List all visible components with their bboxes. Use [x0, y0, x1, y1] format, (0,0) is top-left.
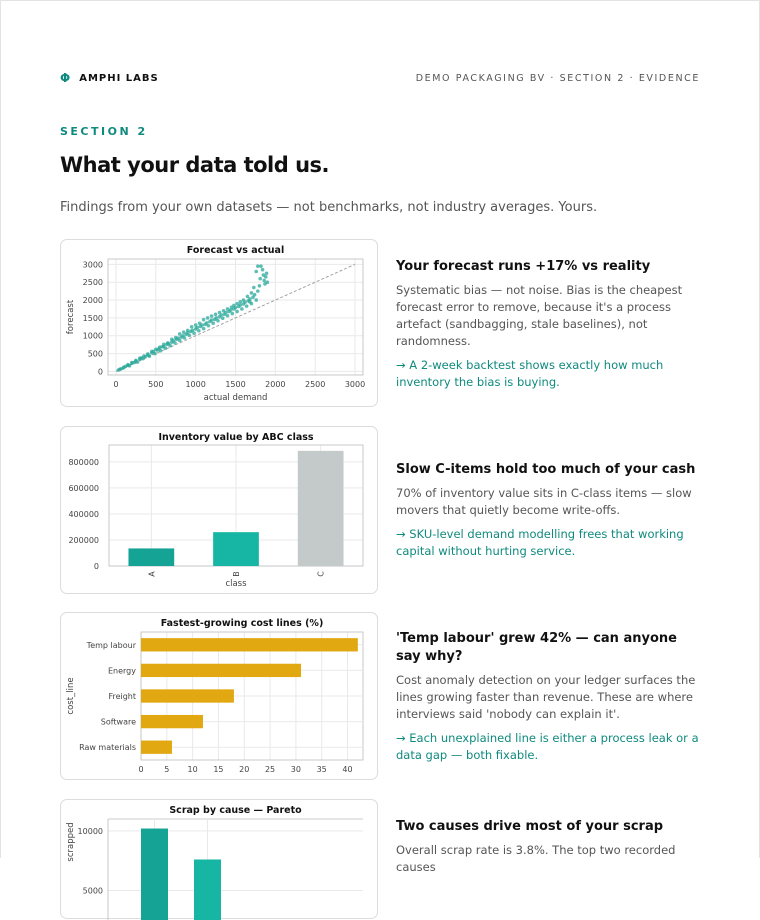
y-tick-label: Raw materials	[79, 743, 136, 753]
x-tick-label: A	[147, 571, 157, 577]
scatter-point	[258, 277, 262, 281]
chart-card-forecast	[60, 239, 378, 407]
scatter-point	[168, 344, 172, 348]
x-tick-label: 35	[316, 765, 327, 774]
scatter-point	[166, 341, 170, 345]
scatter-point	[178, 332, 182, 336]
scatter-point	[126, 363, 130, 367]
scatter-point	[250, 291, 254, 295]
chart-card-scrap	[60, 799, 378, 919]
scatter-point	[202, 327, 206, 331]
scatter-point	[162, 343, 166, 347]
scatter-point	[252, 286, 256, 290]
page-title: What your data told us.	[60, 153, 330, 177]
scatter-point	[146, 352, 150, 356]
y-tick-label: 10000	[77, 826, 103, 836]
scatter-point	[174, 336, 178, 340]
scatter-point	[211, 321, 215, 325]
x-tick-label: 15	[213, 765, 224, 774]
scatter-point	[261, 268, 265, 272]
scatter-point	[245, 304, 249, 308]
scatter-point	[178, 339, 182, 343]
scatter-point	[258, 284, 262, 288]
phi-logo-icon: Φ	[60, 71, 71, 85]
y-tick-label: 5000	[82, 886, 103, 896]
x-tick-label: C	[316, 571, 326, 577]
bar	[141, 715, 203, 728]
x-tick-label: 0	[138, 765, 144, 774]
scatter-point	[256, 264, 260, 268]
bar	[141, 664, 301, 677]
scatter-point	[187, 334, 191, 338]
y-tick-label: 3000	[82, 260, 103, 270]
finding-title: Two causes drive most of your scrap	[396, 819, 664, 834]
scatter-point	[222, 309, 226, 313]
y-axis-label: scrapped	[66, 822, 76, 862]
finding-title: Slow C-items hold too much of your cash	[396, 462, 696, 477]
chart-card-cost-lines	[60, 612, 378, 780]
scatter-point	[254, 298, 258, 302]
scatter-point	[265, 271, 269, 275]
y-tick-label: 2500	[82, 278, 103, 288]
bar	[141, 638, 358, 651]
scatter-point	[214, 313, 218, 317]
y-tick-label: 0	[93, 562, 99, 571]
scatter-point	[207, 324, 211, 328]
bar	[141, 689, 234, 702]
x-tick-label: 5	[164, 765, 170, 774]
y-tick-label: 800000	[68, 457, 99, 467]
y-tick-label: Temp labour	[86, 640, 136, 650]
finding-forecast	[396, 258, 706, 391]
scatter-point	[134, 359, 138, 363]
y-axis-label: cost_line	[66, 677, 76, 715]
bar	[194, 859, 221, 920]
x-tick-label: 25	[264, 765, 276, 774]
bar	[141, 829, 168, 920]
scatter-point	[138, 356, 142, 360]
x-tick-label: 1000	[185, 380, 206, 389]
scatter-point	[210, 314, 214, 318]
page-header	[60, 71, 700, 85]
scatter-point	[218, 311, 222, 315]
scatter-point	[206, 316, 210, 320]
scatter-point	[158, 345, 162, 349]
y-tick-label: 1000	[82, 331, 103, 341]
scatter-point	[221, 316, 225, 320]
inventory-abc-chart	[61, 427, 379, 595]
scatter-point	[264, 275, 268, 279]
finding-cost-lines	[396, 630, 706, 764]
finding-cta: → Each unexplained line is either a process leak or a data gap — both fixable.	[396, 731, 699, 762]
x-tick-label: 0	[113, 380, 119, 389]
chart-card-abc	[60, 426, 378, 594]
scatter-point	[159, 349, 163, 353]
scatter-point	[190, 325, 194, 329]
x-tick-label: 500	[148, 380, 164, 389]
scatter-point	[242, 298, 246, 302]
finding-abc	[396, 461, 706, 560]
scrap-pareto-chart	[61, 800, 379, 920]
scatter-point	[266, 280, 270, 284]
scatter-point	[183, 336, 187, 340]
scatter-point	[238, 300, 242, 304]
scatter-point	[262, 279, 266, 283]
brand-name: AMPHI LABS	[79, 72, 159, 84]
scatter-point	[226, 307, 230, 311]
bar	[298, 451, 344, 566]
y-tick-label: 500	[87, 349, 103, 359]
scatter-point	[246, 295, 250, 299]
y-tick-label: 2000	[82, 296, 103, 306]
scatter-point	[226, 314, 230, 318]
brand	[60, 71, 159, 85]
finding-body: 70% of inventory value sits in C-class items — slow movers that quietly become write-offs.	[396, 486, 692, 517]
bar	[128, 548, 174, 566]
bar	[213, 532, 259, 566]
finding-title: Your forecast runs +17% vs reality	[396, 259, 651, 274]
finding-cta: → A 2-week backtest shows exactly how much inventory the bias is buying.	[396, 358, 664, 389]
finding-cta: → SKU-level demand modelling frees that working capital without hurting service.	[396, 527, 684, 558]
scatter-point	[142, 354, 146, 358]
x-tick-label: B	[232, 571, 241, 577]
scatter-point	[186, 329, 190, 333]
scatter-point	[170, 338, 174, 342]
scatter-point	[150, 350, 154, 354]
x-tick-label: 2500	[305, 380, 326, 389]
page-subtitle: Findings from your own datasets — not benchmarks, not industry averages. Yours.	[60, 200, 598, 215]
finding-body: Cost anomaly detection on your ledger surfaces the lines growing faster than revenue. These are where interviews said 'nobody can explain it'.	[396, 673, 696, 721]
scatter-point	[231, 312, 235, 316]
y-tick-label: 0	[97, 367, 103, 377]
y-tick-label: Freight	[108, 692, 136, 701]
x-tick-label: 3000	[344, 380, 366, 389]
scatter-point	[154, 348, 158, 352]
y-tick-label: 200000	[68, 535, 99, 545]
scatter-point	[230, 305, 234, 309]
y-tick-label: 400000	[68, 509, 99, 519]
y-tick-label: Energy	[107, 666, 136, 676]
scatter-point	[194, 323, 198, 327]
scatter-point	[130, 361, 134, 365]
x-tick-label: 2000	[265, 380, 286, 389]
x-tick-label: 30	[290, 765, 301, 774]
forecast-vs-actual-chart	[61, 240, 379, 408]
scatter-point	[253, 293, 257, 297]
finding-body: Systematic bias — not noise. Bias is the cheapest forecast error to remove, because it's a process artefact (sandbagging, stale baselines), not randomness.	[396, 283, 683, 348]
scatter-point	[192, 331, 196, 335]
scatter-point	[164, 346, 168, 350]
scatter-point	[238, 303, 242, 307]
scatter-point	[256, 289, 260, 293]
y-tick-label: Software	[100, 717, 136, 727]
scatter-point	[235, 310, 239, 314]
finding-title: 'Temp labour' grew 42% — can anyone say why?	[396, 631, 677, 664]
scatter-point	[197, 329, 201, 333]
finding-body: Overall scrap rate is 3.8%. The top two recorded causes	[396, 843, 676, 874]
scatter-point	[153, 352, 157, 356]
scatter-point	[173, 341, 177, 345]
scatter-point	[259, 264, 263, 268]
scatter-point	[202, 318, 206, 322]
chart-title: Scrap by cause — Pareto	[169, 805, 302, 816]
finding-scrap	[396, 818, 706, 883]
chart-title: Fastest-growing cost lines (%)	[160, 618, 324, 629]
x-tick-label: 10	[187, 765, 198, 774]
bar	[141, 741, 172, 754]
y-tick-label: 600000	[68, 483, 99, 493]
scatter-point	[248, 300, 252, 304]
scatter-point	[122, 365, 126, 369]
y-tick-label: 1500	[82, 313, 103, 323]
y-axis-label: forecast	[66, 299, 76, 335]
chart-title: Inventory value by ABC class	[158, 432, 314, 443]
x-axis-label: class	[225, 579, 247, 589]
scatter-point	[182, 330, 186, 334]
scatter-point	[198, 321, 202, 325]
x-tick-label: 1500	[225, 380, 246, 389]
scatter-point	[118, 367, 122, 371]
scatter-point	[210, 318, 214, 322]
chart-title: Forecast vs actual	[186, 245, 285, 256]
section-eyebrow: SECTION 2	[60, 125, 148, 138]
x-axis-label: actual demand	[203, 393, 268, 403]
scatter-point	[254, 270, 258, 274]
scatter-point	[240, 307, 244, 311]
x-tick-label: 40	[342, 765, 353, 774]
scatter-point	[216, 319, 220, 323]
cost-lines-chart	[61, 613, 379, 781]
breadcrumb: DEMO PACKAGING BV · SECTION 2 · EVIDENCE	[415, 72, 700, 84]
x-tick-label: 20	[239, 765, 250, 774]
scatter-point	[235, 302, 239, 306]
